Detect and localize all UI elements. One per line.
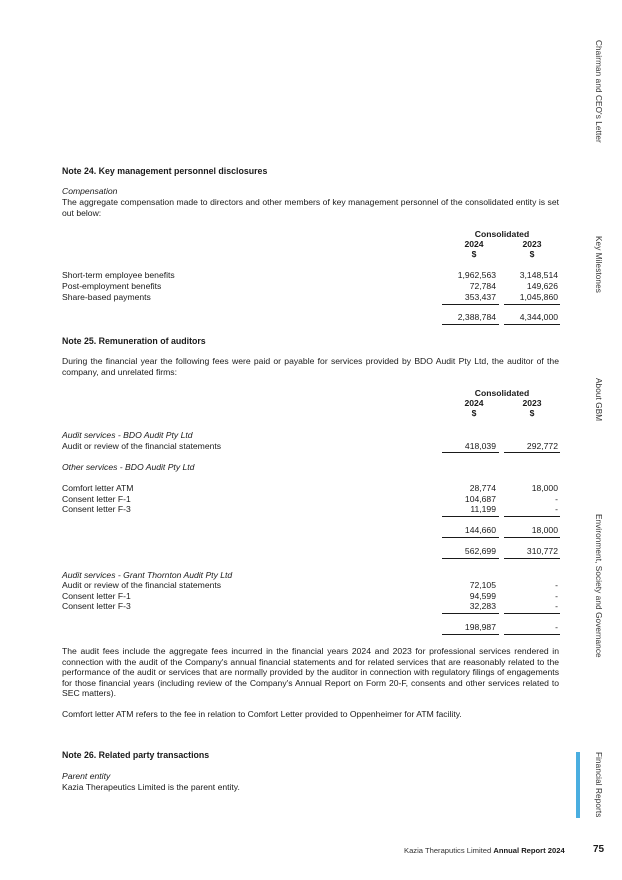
note24-consolidated-header: Consolidated: [474, 229, 530, 239]
value-2024: 94,599: [469, 591, 496, 601]
footer-report: Annual Report 2024: [493, 846, 565, 855]
note26-subheading: Parent entity: [62, 771, 111, 781]
note25-col-2024: 2024: [464, 398, 484, 408]
side-nav-esg[interactable]: Environment, Society and Governance: [594, 514, 603, 658]
row-label: Audit or review of the financial statements: [62, 441, 222, 451]
divider: [504, 324, 560, 325]
row-label: Audit or review of the financial statements: [62, 580, 222, 590]
note24-col-2024: 2024: [464, 239, 484, 249]
note24-currency-2024: $: [471, 249, 477, 259]
value-2024: 72,105: [469, 580, 496, 590]
value-2024: 1,962,563: [457, 270, 496, 280]
value-2023: -: [555, 504, 558, 514]
note24-total-2023: 4,344,000: [519, 312, 558, 322]
note25-consolidated-header: Consolidated: [474, 388, 530, 398]
divider: [442, 558, 499, 559]
divider: [442, 324, 499, 325]
other-subtotal-2024: 144,660: [464, 525, 496, 535]
value-2024: 418,039: [464, 441, 496, 451]
footer-company: Kazia Theraputics Limited: [404, 846, 492, 855]
divider: [442, 634, 499, 635]
value-2024: 11,199: [470, 504, 496, 514]
divider: [442, 452, 499, 453]
divider: [504, 304, 560, 305]
row-label: Consent letter F-1: [62, 591, 131, 601]
bdo-total-2024: 562,699: [464, 546, 496, 556]
row-label: Post-employment benefits: [62, 281, 162, 291]
note25-currency-2024: $: [471, 408, 477, 418]
row-label: Consent letter F-1: [62, 494, 131, 504]
side-nav-milestones[interactable]: Key Milestones: [594, 236, 603, 293]
note25-paragraph-1: The audit fees include the aggregate fees incurred in the financial years 2024 and 2023 for professional services rendered in connection with the audit of the Company's annual financial statements and for related services that are reasonably related to the performance of the audit or services that are normally provided by the auditor in connection with regulatory filings of engagements for those financial years (including review of the Company's Annual Report on Form 20-F, consents and other services related to SEC matters).: [62, 646, 559, 699]
note24-title: Note 24. Key management personnel disclosures: [62, 166, 268, 176]
divider: [504, 452, 560, 453]
bdo-total-2023: 310,772: [526, 546, 558, 556]
note26-title: Note 26. Related party transactions: [62, 750, 210, 760]
value-2024: 104,687: [464, 494, 496, 504]
divider: [504, 558, 560, 559]
note24-currency-2023: $: [529, 249, 535, 259]
other-subtotal-2023: 18,000: [531, 525, 558, 535]
row-label: Consent letter F-3: [62, 504, 131, 514]
note24-intro: The aggregate compensation made to directors and other members of key management personnel of the consolidated entity is set out below:: [62, 197, 559, 218]
note24-total-2024: 2,388,784: [457, 312, 496, 322]
value-2023: 292,772: [526, 441, 558, 451]
value-2024: 353,437: [464, 292, 496, 302]
audit-bdo-heading: Audit services - BDO Audit Pty Ltd: [62, 430, 193, 440]
divider: [442, 613, 499, 614]
value-2024: 28,774: [469, 483, 496, 493]
divider: [442, 537, 499, 538]
note25-paragraph-2: Comfort letter ATM refers to the fee in relation to Comfort Letter provided to Oppenheimer for ATM facility.: [62, 709, 462, 719]
divider: [504, 634, 560, 635]
value-2024: 32,283: [469, 601, 496, 611]
side-nav-financial[interactable]: Financial Reports: [594, 752, 603, 818]
value-2023: -: [555, 580, 558, 590]
note25-title: Note 25. Remuneration of auditors: [62, 336, 206, 346]
value-2024: 72,784: [469, 281, 496, 291]
side-nav-chairman[interactable]: Chairman and CEO's Letter: [594, 40, 603, 143]
footer: [404, 846, 565, 855]
other-bdo-heading: Other services - BDO Audit Pty Ltd: [62, 462, 195, 472]
divider: [504, 613, 560, 614]
divider: [504, 516, 560, 517]
row-label: Comfort letter ATM: [62, 483, 134, 493]
side-nav-about[interactable]: About GBM: [594, 378, 603, 422]
value-2023: 18,000: [531, 483, 558, 493]
gt-total-2023: -: [555, 622, 558, 632]
note25-intro: During the financial year the following fees were paid or payable for services provided by BDO Audit Pty Ltd, the auditor of the company, and unrelated firms:: [62, 356, 559, 377]
divider: [504, 537, 560, 538]
value-2023: 1,045,860: [519, 292, 558, 302]
value-2023: 3,148,514: [519, 270, 558, 280]
page-number: 75: [593, 844, 605, 855]
row-label: Consent letter F-3: [62, 601, 131, 611]
note24-col-2023: 2023: [522, 239, 542, 249]
value-2023: 149,626: [526, 281, 558, 291]
value-2023: -: [555, 591, 558, 601]
note26-text: Kazia Therapeutics Limited is the parent entity.: [62, 782, 240, 792]
gt-total-2024: 198,987: [464, 622, 496, 632]
row-label: Short-term employee benefits: [62, 270, 175, 280]
value-2023: -: [555, 494, 558, 504]
note25-currency-2023: $: [529, 408, 535, 418]
value-2023: -: [555, 601, 558, 611]
row-label: Share-based payments: [62, 292, 151, 302]
note25-col-2023: 2023: [522, 398, 542, 408]
active-section-indicator: [576, 752, 580, 818]
gt-heading: Audit services - Grant Thornton Audit Pty Ltd: [62, 570, 233, 580]
note24-subheading: Compensation: [62, 186, 118, 196]
divider: [442, 516, 499, 517]
divider: [442, 304, 499, 305]
